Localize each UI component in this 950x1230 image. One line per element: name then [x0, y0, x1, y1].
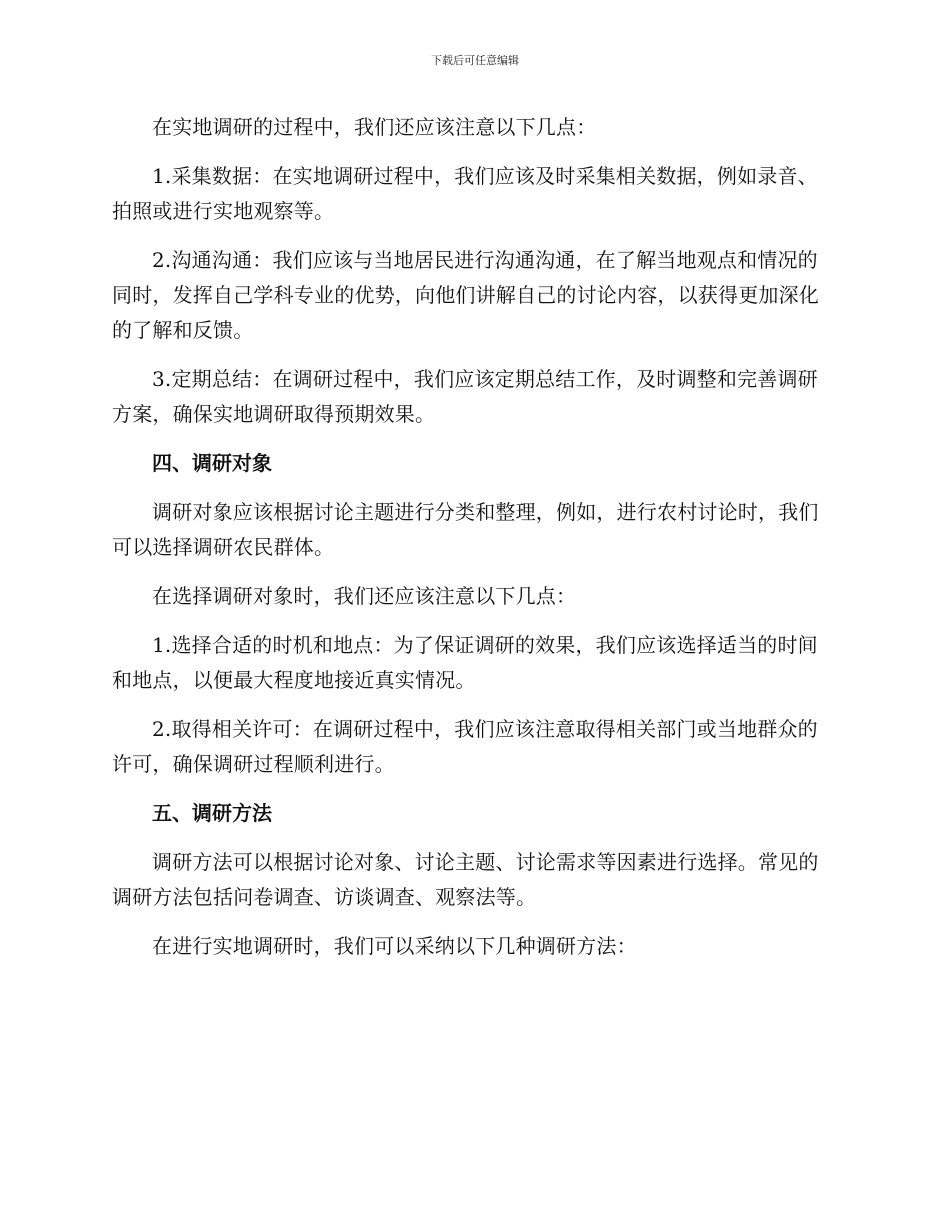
paragraph-item-collect-data: 1.采集数据：在实地调研过程中，我们应该及时采集相关数据，例如录音、拍照或进行实地观察等。	[112, 164, 818, 223]
paragraph-intro: 在实地调研的过程中，我们还应该注意以下几点：	[152, 115, 597, 139]
paragraph-research-objects: 调研对象应该根据讨论主题进行分类和整理，例如，进行农村讨论时，我们可以选择调研农民群体。	[112, 500, 819, 559]
document-body	[112, 110, 832, 978]
paragraph-item-permission: 2.取得相关许可：在调研过程中，我们应该注意取得相关部门或当地群众的许可，确保调研过程顺利进行。	[112, 717, 818, 776]
paragraph-method-intro: 在进行实地调研时，我们可以采纳以下几种调研方法：	[152, 934, 637, 958]
section-heading-research-methods: 五、调研方法	[152, 801, 272, 825]
section-heading-research-objects: 四、调研对象	[152, 451, 272, 475]
paragraph-item-summary: 3.定期总结：在调研过程中，我们应该定期总结工作，及时调整和完善调研方案，确保实地调研取得预期效果。	[112, 367, 818, 426]
paragraph-research-methods: 调研方法可以根据讨论对象、讨论主题、讨论需求等因素进行选择。常见的调研方法包括问卷调查、访谈调查、观察法等。	[112, 850, 819, 909]
paragraph-item-time-place: 1.选择合适的时机和地点：为了保证调研的效果，我们应该选择适当的时间和地点，以便最大程度地接近真实情况。	[112, 633, 818, 692]
paragraph-item-communication: 2.沟通沟通：我们应该与当地居民进行沟通沟通，在了解当地观点和情况的同时，发挥自己学科专业的优势，向他们讲解自己的讨论内容，以获得更加深化的了解和反馈。	[112, 248, 819, 342]
paragraph-object-notes: 在选择调研对象时，我们还应该注意以下几点：	[152, 584, 577, 608]
page-header: 下载后可任意编辑	[431, 54, 519, 67]
